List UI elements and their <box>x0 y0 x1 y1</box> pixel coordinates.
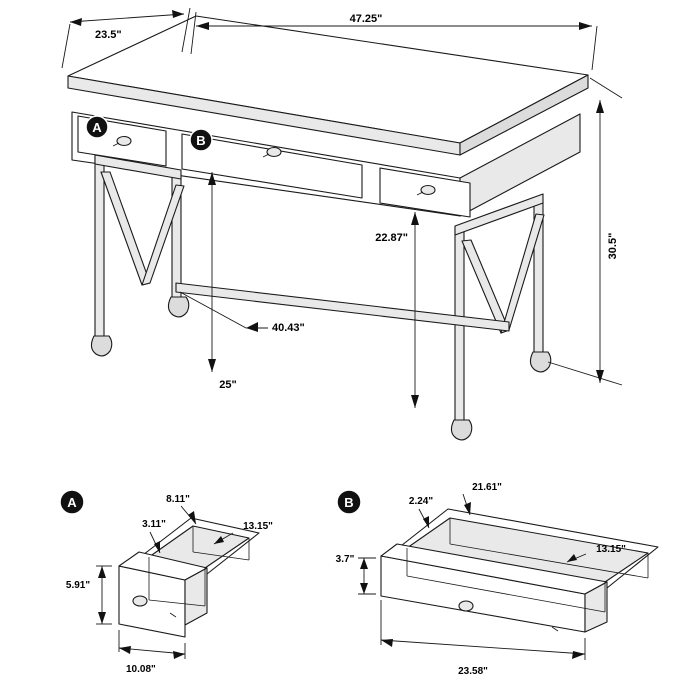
left-leg-frame <box>91 155 188 356</box>
dim-height <box>548 78 622 385</box>
dim-b-lip-label: 2.24" <box>408 496 434 507</box>
drawer-a-detail-knob <box>133 596 147 606</box>
left-front-foot <box>91 336 111 356</box>
dim-a-height-label: 5.91" <box>65 580 91 591</box>
dim-width-label: 47.25" <box>349 13 383 25</box>
right-front-foot <box>451 420 471 440</box>
dim-b-height-label: 3.7" <box>335 554 355 565</box>
dim-a-front-width <box>119 630 185 675</box>
drawer-a-knob <box>117 137 131 146</box>
right-rear-foot <box>530 352 550 372</box>
dim-a-inner-width-label: 8.11" <box>166 494 190 505</box>
main-callout-a-label: A <box>92 120 102 135</box>
drawer-c-knob <box>421 186 435 195</box>
left-front-post <box>95 155 104 340</box>
dim-legspread-label: 25" <box>219 379 237 391</box>
dim-b-front-width-label: 23.58" <box>458 666 488 677</box>
main-callout-b <box>190 129 212 151</box>
left-rear-foot <box>168 297 188 317</box>
dim-a-inner-depth-label: 13.15" <box>243 521 273 532</box>
drawer-b-knob <box>267 148 281 157</box>
dim-b-inner-width <box>463 482 502 515</box>
main-callout-a <box>86 116 108 138</box>
dim-a-height <box>66 566 112 624</box>
drawer-b-detail-knob <box>459 601 473 611</box>
left-v-brace-a <box>101 172 150 285</box>
dim-a-divider-label: 3.11" <box>142 519 166 530</box>
drawer-a-detail <box>60 490 273 675</box>
detail-a-badge-label: A <box>67 495 77 510</box>
dim-legspread <box>208 172 237 391</box>
dim-stretcher-label: 40.43" <box>272 322 305 334</box>
detail-b-badge-label: B <box>344 495 354 510</box>
dim-a-front-width-label: 10.08" <box>126 664 156 675</box>
dim-clearance-label: 22.87" <box>375 232 408 244</box>
dim-b-inner-width-label: 21.61" <box>472 482 502 493</box>
dim-b-inner-depth-label: 13.15" <box>596 544 626 555</box>
drawer-b-detail <box>336 482 658 677</box>
desk-isometric-view <box>62 8 622 440</box>
dim-height-label: 30.5" <box>607 232 619 260</box>
main-callout-b-label: B <box>196 133 206 148</box>
dim-b-height <box>336 554 376 594</box>
dim-depth-label: 23.5" <box>95 29 122 41</box>
